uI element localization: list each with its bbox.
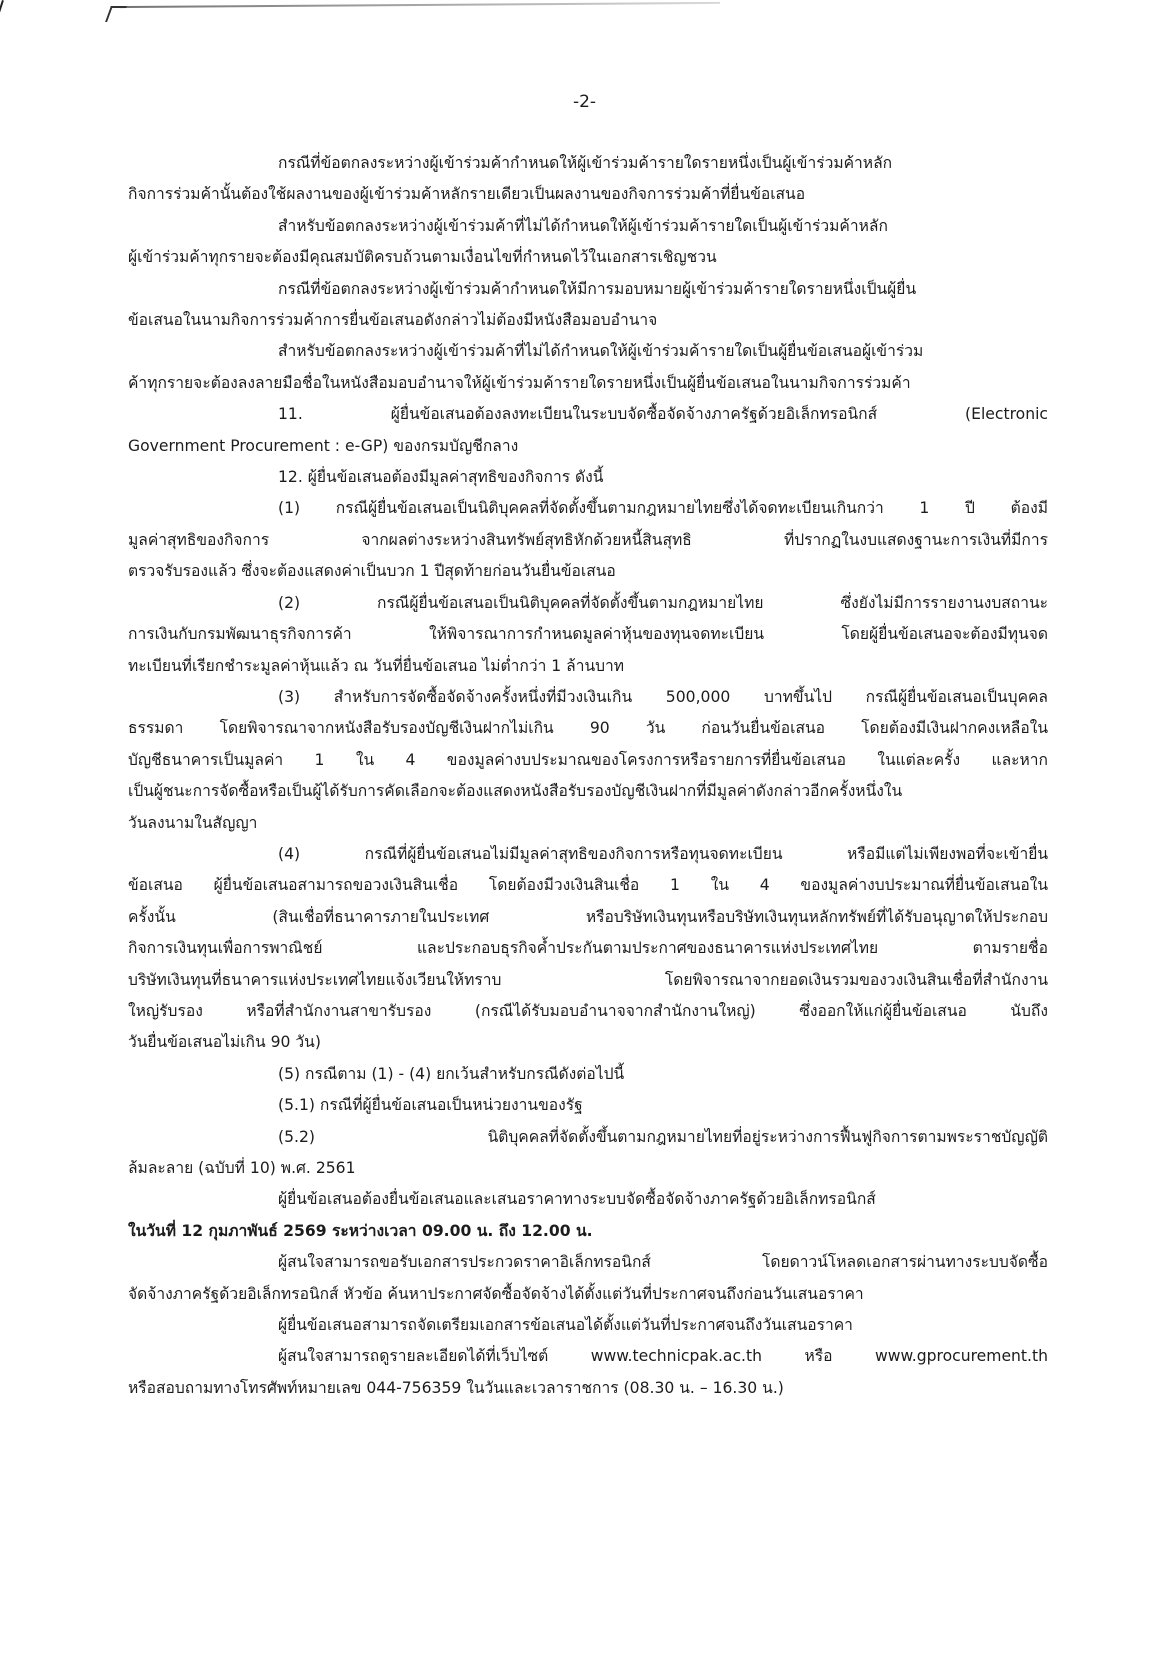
paragraph [128, 619, 1048, 650]
text-line: กิจการร่วมค้านั้นต้องใช้ผลงานของผู้เข้าร่วมค้าหลักรายเดียวเป็นผลงานของกิจการร่วมค้าที่ยื่นข้อเสนอ [128, 185, 806, 204]
text-line: (4) กรณีที่ผู้ยื่นข้อเสนอไม่มีมูลค่าสุทธิของกิจการหรือทุนจดทะเบียน หรือมีแต่ไม่เพียงพอที่จะเข้ายื่น [278, 844, 1048, 863]
text-line: บริษัทเงินทุนที่ธนาคารแห่งประเทศไทยแจ้งเวียนให้ทราบ โดยพิจารณาจากยอดเงินรวมของวงเงินสินเชื่อที่สำนักงาน [128, 970, 1048, 989]
text-line: ค้าทุกรายจะต้องลงลายมือชื่อในหนังสือมอบอำนาจให้ผู้เข้าร่วมค้ารายใดรายหนึ่งเป็นผู้ยื่นข้อเสนอในนามกิจการร่วมค้า [128, 373, 911, 392]
paragraph [128, 839, 1048, 870]
text-line: หรือสอบถามทางโทรศัพท์หมายเลข 044-756359 ในวันและเวลาราชการ (08.30 น. – 16.30 น.) [128, 1378, 784, 1397]
text-line: สำหรับข้อตกลงระหว่างผู้เข้าร่วมค้าที่ไม่ได้กำหนดให้ผู้เข้าร่วมค้ารายใดเป็นผู้ยื่นข้อเสนอผู้เข้าร่วม [278, 342, 924, 361]
paragraph [128, 525, 1048, 556]
text-line: เป็นผู้ชนะการจัดซื้อหรือเป็นผู้ได้รับการคัดเลือกจะต้องแสดงหนังสือรับรองบัญชีเงินฝากที่มีมูลค่าดังกล่าวอีกครั้งหนึ่งใน [128, 782, 903, 801]
text-line: วันลงนามในสัญญา [128, 813, 258, 832]
text-line: ตรวจรับรองแล้ว ซึ่งจะต้องแสดงค่าเป็นบวก 1 ปีสุดท้ายก่อนวันยื่นข้อเสนอ [128, 562, 616, 581]
text-line: (5) กรณีตาม (1) - (4) ยกเว้นสำหรับกรณีดังต่อไปนี้ [278, 1064, 625, 1083]
text-line: ทะเบียนที่เรียกชำระมูลค่าหุ้นแล้ว ณ วันที่ยื่นข้อเสนอ ไม่ต่ำกว่า 1 ล้านบาท [128, 656, 625, 675]
scan-edge [120, 2, 720, 8]
paragraph [128, 651, 1048, 682]
paragraph [128, 179, 1048, 210]
text-line: ในวันที่ 12 กุมภาพันธ์ 2569 ระหว่างเวลา 09.00 น. ถึง 12.00 น. [128, 1221, 593, 1240]
text-line: กรณีที่ข้อตกลงระหว่างผู้เข้าร่วมค้ากำหนดให้มีการมอบหมายผู้เข้าร่วมค้ารายใดรายหนึ่งเป็นผู้ยื่น [278, 279, 917, 298]
paragraph [128, 996, 1048, 1027]
paragraph [128, 682, 1048, 713]
paragraph [128, 399, 1048, 430]
paragraph [128, 274, 1048, 305]
text-line: (5.2) นิติบุคคลที่จัดตั้งขึ้นตามกฎหมายไทยที่อยู่ระหว่างการฟื้นฟูกิจการตามพระราชบัญญัติ [278, 1127, 1048, 1146]
text-line: จัดจ้างภาครัฐด้วยอิเล็กทรอนิกส์ หัวข้อ ค้นหาประกาศจัดซื้อจัดจ้างได้ตั้งแต่วันที่ประกาศจนถึงก่อนวันเสนอราคา [128, 1284, 864, 1303]
text-line: ผู้ยื่นข้อเสนอสามารถจัดเตรียมเอกสารข้อเสนอได้ตั้งแต่วันที่ประกาศจนถึงวันเสนอราคา [278, 1316, 853, 1335]
scan-corner [105, 6, 127, 22]
text-line: วันยื่นข้อเสนอไม่เกิน 90 วัน) [128, 1033, 321, 1052]
paragraph [128, 776, 1048, 807]
document-body [128, 148, 1048, 1404]
paragraph [128, 1153, 1048, 1184]
text-line: บัญชีธนาคารเป็นมูลค่า 1 ใน 4 ของมูลค่างบประมาณของโครงการหรือรายการที่ยื่นข้อเสนอ ในแต่ละครั้ง และหาก [128, 750, 1048, 769]
paragraph [128, 1184, 1048, 1215]
paragraph [128, 368, 1048, 399]
text-line: 11. ผู้ยื่นข้อเสนอต้องลงทะเบียนในระบบจัดซื้อจัดจ้างภาครัฐด้วยอิเล็กทรอนิกส์ (Electronic [278, 405, 1048, 424]
page-number: -2- [572, 92, 597, 112]
paragraph [128, 1247, 1048, 1278]
text-line: ธรรมดา โดยพิจารณาจากหนังสือรับรองบัญชีเงินฝากไม่เกิน 90 วัน ก่อนวันยื่นข้อเสนอ โดยต้องมีเงินฝากคงเหลือใน [128, 719, 1048, 738]
text-line: (1) กรณีผู้ยื่นข้อเสนอเป็นนิติบุคคลที่จัดตั้งขึ้นตามกฎหมายไทยซึ่งได้จดทะเบียนเกินกว่า 1 ปี ต้องมี [278, 499, 1048, 518]
paragraph [128, 211, 1048, 242]
text-line: ล้มละลาย (ฉบับที่ 10) พ.ศ. 2561 [128, 1159, 356, 1177]
text-line: (2) กรณีผู้ยื่นข้อเสนอเป็นนิติบุคคลที่จัดตั้งขึ้นตามกฎหมายไทย ซึ่งยังไม่มีการรายงานงบสถานะ [278, 593, 1048, 612]
text-line: กรณีที่ข้อตกลงระหว่างผู้เข้าร่วมค้ากำหนดให้ผู้เข้าร่วมค้ารายใดรายหนึ่งเป็นผู้เข้าร่วมค้าหลัก [278, 154, 893, 172]
paragraph [128, 305, 1048, 336]
paragraph [128, 1027, 1048, 1058]
paragraph [128, 870, 1048, 901]
paragraph [128, 1279, 1048, 1310]
paragraph [128, 745, 1048, 776]
text-line: ผู้ยื่นข้อเสนอต้องยื่นข้อเสนอและเสนอราคาทางระบบจัดซื้อจัดจ้างภาครัฐด้วยอิเล็กทรอนิกส์ [278, 1190, 876, 1209]
paragraph [128, 588, 1048, 619]
text-line: (5.1) กรณีที่ผู้ยื่นข้อเสนอเป็นหน่วยงานของรัฐ [278, 1096, 583, 1115]
text-line: ใหญ่รับรอง หรือที่สำนักงานสาขารับรอง (กรณีได้รับมอบอำนาจจากสำนักงานใหญ่) ซึ่งออกให้แก่ผู้ยื่นข้อเสนอ นับถึง [128, 1001, 1048, 1020]
paragraph [128, 556, 1048, 587]
paragraph [128, 336, 1048, 367]
paragraph [128, 242, 1048, 273]
text-line: ครั้งนั้น (สินเชื่อที่ธนาคารภายในประเทศ หรือบริษัทเงินทุนหรือบริษัทเงินทุนหลักทรัพย์ที่ได้รับอนุญาตให้ประกอบ [128, 907, 1048, 926]
text-line: 12. ผู้ยื่นข้อเสนอต้องมีมูลค่าสุทธิของกิจการ ดังนี้ [278, 468, 604, 487]
text-line: กิจการเงินทุนเพื่อการพาณิชย์ และประกอบธุรกิจค้ำประกันตามประกาศของธนาคารแห่งประเทศไทย ตามรายชื่อ [128, 939, 1048, 958]
paragraph [128, 933, 1048, 964]
paragraph [128, 1090, 1048, 1121]
paragraph [128, 965, 1048, 996]
paragraph [128, 1373, 1048, 1404]
text-line: มูลค่าสุทธิของกิจการ จากผลต่างระหว่างสินทรัพย์สุทธิหักด้วยหนี้สินสุทธิ ที่ปรากฏในงบแสดงฐานะการเงินที่มีการ [128, 530, 1048, 549]
text-line: Government Procurement : e-GP) ของกรมบัญชีกลาง [128, 436, 519, 455]
text-line: การเงินกับกรมพัฒนาธุรกิจการค้า ให้พิจารณาการกำหนดมูลค่าหุ้นของทุนจดทะเบียน โดยผู้ยื่นข้อเสนอจะต้องมีทุนจด [128, 625, 1048, 644]
paragraph [128, 148, 1048, 179]
text-line: ผู้สนใจสามารถดูรายละเอียดได้ที่เว็บไซต์ www.technicpak.ac.th หรือ www.gprocurement.th [278, 1347, 1048, 1366]
paragraph [128, 431, 1048, 462]
paragraph [128, 462, 1048, 493]
paragraph [128, 1122, 1048, 1153]
text-line: ผู้เข้าร่วมค้าทุกรายจะต้องมีคุณสมบัติครบถ้วนตามเงื่อนไขที่กำหนดไว้ในเอกสารเชิญชวน [128, 248, 717, 267]
paragraph [128, 808, 1048, 839]
text-line: (3) สำหรับการจัดซื้อจัดจ้างครั้งหนึ่งที่มีวงเงินเกิน 500,000 บาทขึ้นไป กรณีผู้ยื่นข้อเสนอเป็นบุคคล [278, 687, 1048, 706]
text-line: สำหรับข้อตกลงระหว่างผู้เข้าร่วมค้าที่ไม่ได้กำหนดให้ผู้เข้าร่วมค้ารายใดเป็นผู้เข้าร่วมค้าหลัก [278, 216, 888, 235]
paragraph [128, 1059, 1048, 1090]
paragraph [128, 1310, 1048, 1341]
paragraph [128, 493, 1048, 524]
submission-date [128, 1216, 1048, 1247]
text-line: ข้อเสนอ ผู้ยื่นข้อเสนอสามารถขอวงเงินสินเชื่อ โดยต้องมีวงเงินสินเชื่อ 1 ใน 4 ของมูลค่างบประมาณที่ยื่นข้อเสนอใน [128, 876, 1048, 895]
paragraph [128, 902, 1048, 933]
text-line: ผู้สนใจสามารถขอรับเอกสารประกวดราคาอิเล็กทรอนิกส์ โดยดาวน์โหลดเอกสารผ่านทางระบบจัดซื้อ [278, 1253, 1048, 1272]
paragraph [128, 713, 1048, 744]
text-line: ข้อเสนอในนามกิจการร่วมค้าการยื่นข้อเสนอดังกล่าวไม่ต้องมีหนังสือมอบอำนาจ [128, 311, 658, 330]
paragraph [128, 1341, 1048, 1372]
